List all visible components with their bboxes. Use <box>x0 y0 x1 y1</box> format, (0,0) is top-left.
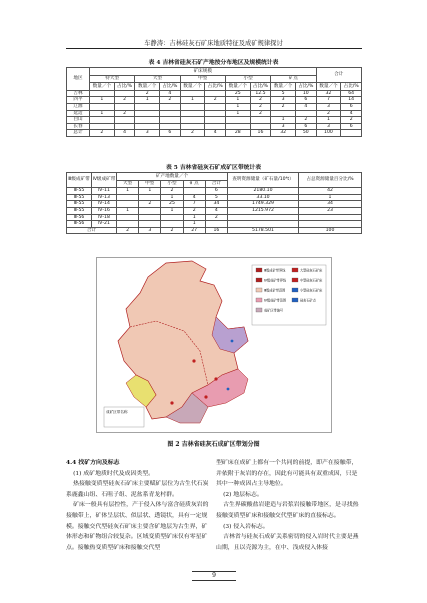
table5-cell: 42 <box>299 188 362 195</box>
legend-label: Ⅲ级成矿带范围 <box>264 288 286 293</box>
table4-cell <box>135 110 160 117</box>
figure-caption: 图 2 吉林省硅灰石成矿区带划分图 <box>167 441 260 448</box>
table4-cell: 6 <box>160 130 181 137</box>
table4-cell <box>205 110 226 117</box>
body-paragraph: 矿床一般具有层控性，产于侵入体与富含硅质灰岩的接触带上，矿体呈层状、似层状、透镜状，具有一定规模。接触交代型硅灰石矿床主要含矿地层为古生界，矿体形态和矿物组合较复杂。区域变质型矿床仅有零星矿点。接触热变质型矿床和接触交代型 <box>66 502 209 551</box>
table4-cell: 6 <box>341 123 362 130</box>
table4-cell <box>225 117 250 124</box>
table5-cell: 1 <box>117 207 139 214</box>
table5-cell: 1 <box>139 188 161 195</box>
table4-cell <box>250 123 271 130</box>
table5-header-size: 小型 <box>161 180 183 188</box>
table5-cell <box>228 221 299 228</box>
table5-cell: 7 <box>183 201 205 208</box>
table4-cell: 1 <box>90 110 115 117</box>
table4-cell: 4 <box>296 103 317 110</box>
legend-label: Ⅲ级成矿带界线 <box>264 268 286 273</box>
table4-region-cell: 总计 <box>67 130 90 137</box>
table4-cell: 32 <box>316 90 341 97</box>
table5-cell: Ⅳ-13 <box>92 194 117 201</box>
table4-cell <box>160 117 181 124</box>
table4-cell <box>114 123 135 130</box>
map-legend-box <box>252 265 326 325</box>
table4-cell: 10 <box>296 90 317 97</box>
table5-cell <box>183 188 205 195</box>
table4-header-total: 合计 <box>316 68 361 83</box>
table4-cell: 2 <box>296 117 317 124</box>
table4-cell: 3 <box>135 130 160 137</box>
table5-header-scale: 矿产地数量／个 <box>117 173 228 181</box>
table4-cell: 28 <box>225 130 250 137</box>
table4-cell <box>135 117 160 124</box>
table4-cell: 1 <box>90 97 115 104</box>
table5-cell: 33.10 <box>228 194 299 201</box>
table4-cell <box>90 123 115 130</box>
table4-cell <box>160 110 181 117</box>
deposit-marker <box>214 377 217 380</box>
table4-cell: 64 <box>341 90 362 97</box>
table5-cell <box>139 207 161 214</box>
table5-cell <box>139 194 161 201</box>
legend-swatch <box>292 268 298 272</box>
table5-header-belt3: Ⅲ级成矿带 <box>67 173 92 188</box>
table5-cell: 34 <box>299 201 362 208</box>
table4-subheader: 数量／个 <box>225 83 250 91</box>
body-right-column <box>216 458 362 553</box>
table4-cell <box>135 103 160 110</box>
table5-cell: 1 <box>183 221 205 228</box>
table5-cell: Ⅲ-55 <box>67 188 92 195</box>
table4-cell: 1 <box>316 117 341 124</box>
table4-cell <box>180 117 205 124</box>
table4-region-cell: 吉林 <box>67 90 90 97</box>
table5-cell: Ⅳ-14 <box>92 201 117 208</box>
table4-cell: 25 <box>225 90 250 97</box>
table5-header-reserves: 查明资源储量（矿石量/10⁴t） <box>228 173 299 188</box>
body-paragraph: 热接触变质型硅灰石矿床主要赋矿层位为古生代石炭系鹿鑫山组、石咀子组、泥盆系青龙村群。 <box>66 481 209 498</box>
table4-cell: 2 <box>114 110 135 117</box>
table5-total-cell: 2 <box>161 227 183 234</box>
header-rule <box>66 48 362 49</box>
table4-cell: 3 <box>271 123 296 130</box>
table5-cell <box>117 214 139 221</box>
table5-cell: 1215.972 <box>228 207 299 214</box>
table-row <box>67 201 362 208</box>
table5-cell <box>299 214 362 221</box>
table5-cell: 34 <box>205 201 227 208</box>
table5-cell <box>205 221 227 228</box>
table4-header-group: 中型 <box>180 75 225 83</box>
table-row <box>67 194 362 201</box>
table5-cell: 1 <box>183 214 205 221</box>
table5-cell: 6 <box>205 188 227 195</box>
table4-cell: 1 <box>225 97 250 104</box>
table4-cell: 3 <box>316 123 341 130</box>
table4-cell <box>180 103 205 110</box>
table4-cell: 4 <box>114 130 135 137</box>
table5-cell <box>161 221 183 228</box>
body-left-column <box>66 458 212 553</box>
table4-cell: 1 <box>225 103 250 110</box>
table5-cell: Ⅳ-16 <box>92 207 117 214</box>
table4 <box>66 67 362 137</box>
table5-cell: Ⅲ-56 <box>67 214 92 221</box>
table5-cell: Ⅲ-55 <box>67 201 92 208</box>
legend-label: 中型硅灰石矿床 <box>300 278 323 283</box>
table4-cell: 2 <box>250 103 271 110</box>
table4-cell: 2 <box>250 97 271 104</box>
table5-caption: 表 5 吉林省硅灰石矿成矿区带统计表 <box>165 165 262 171</box>
table5-header-size: 中型 <box>139 180 161 188</box>
table4-cell: 6 <box>296 97 317 104</box>
table4-cell: 4 <box>341 110 362 117</box>
map-inset-note: 成矿区带名称 <box>106 410 128 414</box>
table4-cell <box>225 123 250 130</box>
table5-header-belt4: Ⅳ级成矿带 <box>92 173 117 188</box>
legend-swatch <box>256 278 262 282</box>
table5-cell: Ⅲ-55 <box>67 194 92 201</box>
section-heading: 4.4 找矿方向及标志 <box>66 459 120 466</box>
table4-subheader: 占比/% <box>205 83 226 91</box>
body-paragraph: 型矿床在成矿上都有一个共同的前提，即产在接触带，并依附于灰岩的存在，因此有可能具有双重成因，只是其中一种成因占主导地位。 <box>216 460 358 488</box>
legend-swatch <box>292 298 298 302</box>
table4-cell <box>205 90 226 97</box>
table4-subheader: 占比/% <box>250 83 271 91</box>
table5-total-cell: 27 <box>183 227 205 234</box>
table5-cell: 1 <box>117 188 139 195</box>
mineralization-belt-map <box>96 257 332 433</box>
table4-cell: 50 <box>296 130 317 137</box>
legend-swatch <box>292 278 298 282</box>
table5-total-cell: 5178.501 <box>228 227 299 234</box>
table-row <box>67 207 362 214</box>
table5-cell: 2 <box>205 214 227 221</box>
table4-header-group: 大型 <box>135 75 180 83</box>
table4-cell: 32 <box>271 130 296 137</box>
table4-cell: 6 <box>341 103 362 110</box>
table4-cell <box>160 103 181 110</box>
legend-label: Ⅳ级成矿带范围 <box>264 298 287 303</box>
table5-total-cell: 16 <box>205 227 227 234</box>
table4-cell: 2 <box>341 117 362 124</box>
table5-cell <box>228 214 299 221</box>
table4-cell: 1 <box>271 117 296 124</box>
table5-cell <box>117 194 139 201</box>
table4-cell: 2 <box>160 97 181 104</box>
table4-cell: 5 <box>271 90 296 97</box>
legend-swatch <box>256 268 262 272</box>
legend-label: 小型硅灰石矿床 <box>300 288 323 293</box>
table5-cell: 2 <box>161 188 183 195</box>
body-paragraph: (3) 侵入岩标志。 <box>223 523 269 530</box>
table5-cell <box>139 214 161 221</box>
legend-swatch <box>292 288 298 292</box>
deposit-marker <box>227 388 230 391</box>
table5-cell: Ⅳ-18 <box>92 214 117 221</box>
legend-label: 大型硅灰石矿床 <box>300 268 323 273</box>
table5-cell: 23 <box>299 207 362 214</box>
table5-cell <box>139 221 161 228</box>
table5-cell: 25 <box>161 201 183 208</box>
deposit-marker <box>231 340 234 343</box>
table4-cell: 4 <box>205 130 226 137</box>
table4-cell: 3 <box>316 103 341 110</box>
table-row <box>67 110 362 117</box>
table5-cell <box>117 221 139 228</box>
table4-cell: 12.5 <box>250 90 271 97</box>
table4-cell: 6 <box>296 123 317 130</box>
table4-header-region: 地区 <box>67 68 90 91</box>
table4-region-cell: 延边 <box>67 110 90 117</box>
table5-cell <box>299 221 362 228</box>
table5-cell: 2 <box>183 207 205 214</box>
table4-subheader: 数量／个 <box>316 83 341 91</box>
table4-region-cell: 四平 <box>67 97 90 104</box>
table5-cell <box>117 201 139 208</box>
table4-header-scale: 矿床规模 <box>90 68 317 76</box>
table4-cell: 2 <box>205 97 226 104</box>
table5-cell: 1 <box>161 207 183 214</box>
table4-cell: 2 <box>180 130 205 137</box>
table5-cell: 5 <box>205 194 227 201</box>
table4-cell <box>205 123 226 130</box>
table4-cell: 1 <box>180 97 205 104</box>
table4-cell: 100 <box>316 130 341 137</box>
table4-cell <box>160 123 181 130</box>
table4-cell <box>341 130 362 137</box>
table4-cell: 2 <box>114 97 135 104</box>
deposit-marker <box>204 395 207 398</box>
table-row <box>67 221 362 228</box>
table5-cell: 1 <box>161 194 183 201</box>
body-paragraph: 古生界碳酸盐岩建造与岩浆岩接触带地区，是寻找热接触变质型矿床和接触交代型矿床的直接标志。 <box>216 502 359 519</box>
table5 <box>66 172 362 234</box>
body-paragraph: (2) 地层标志。 <box>223 491 263 498</box>
table4-cell <box>205 103 226 110</box>
table5-total-cell: 2 <box>117 227 139 234</box>
table4-header-group: 小型 <box>225 75 270 83</box>
table5-total-label: 合计 <box>67 227 117 234</box>
running-header: 车静涛：吉林硅灰石矿床地质特征及成矿规律探讨 <box>144 40 283 47</box>
table5-total-cell: 3 <box>139 227 161 234</box>
table4-header-group: 特大型 <box>90 75 135 83</box>
table4-subheader: 占比/% <box>296 83 317 91</box>
table5-cell: 2180.10 <box>228 188 299 195</box>
table4-cell: 1 <box>135 97 160 104</box>
deposit-marker <box>192 359 195 362</box>
table-row <box>67 188 362 195</box>
table5-cell: Ⅳ-21 <box>92 221 117 228</box>
table4-cell <box>135 123 160 130</box>
legend-swatch <box>256 308 262 312</box>
legend-label: 成矿区带编号 <box>264 308 284 313</box>
table-row <box>67 214 362 221</box>
table5-cell: 4 <box>205 207 227 214</box>
table-row <box>67 90 362 97</box>
table-row <box>67 97 362 104</box>
table-row <box>67 123 362 130</box>
table4-subheader: 占比/% <box>341 83 362 91</box>
legend-swatch <box>256 298 262 302</box>
table4-subheader: 占比/% <box>114 83 135 91</box>
legend-label: 硅灰石矿点 <box>300 298 316 303</box>
table4-subheader: 数量／个 <box>90 83 115 91</box>
table4-header-group: 矿点 <box>271 75 316 83</box>
table4-cell: 7 <box>316 97 341 104</box>
table4-cell: 2 <box>250 110 271 117</box>
table4-region-cell: 白山 <box>67 117 90 124</box>
table4-cell <box>90 103 115 110</box>
table4-cell <box>114 117 135 124</box>
table4-cell: 14 <box>341 97 362 104</box>
table5-cell: 1749.329 <box>228 201 299 208</box>
legend-label: Ⅳ级成矿带界线 <box>264 278 287 283</box>
table5-cell: Ⅲ-56 <box>67 221 92 228</box>
table5-cell: 4 <box>183 194 205 201</box>
table5-total-cell: 100 <box>299 227 362 234</box>
table4-cell <box>205 117 226 124</box>
table4-cell: 16 <box>250 130 271 137</box>
page-number: 9 <box>192 571 236 581</box>
table-row <box>67 117 362 124</box>
table4-caption: 表 4 吉林省硅灰石矿产地按分布地区及规模统计表 <box>148 60 279 66</box>
table4-cell: 2 <box>271 103 296 110</box>
table4-cell <box>90 117 115 124</box>
table4-cell: 2 <box>90 130 115 137</box>
table4-cell <box>90 90 115 97</box>
table-row <box>67 103 362 110</box>
table4-cell: 1 <box>225 110 250 117</box>
table4-cell: 4 <box>160 90 181 97</box>
table4-subheader: 占比/% <box>160 83 181 91</box>
legend-swatch <box>256 288 262 292</box>
table4-cell <box>180 123 205 130</box>
table4-subheader: 数量／个 <box>271 83 296 91</box>
table4-cell <box>296 110 317 117</box>
table5-cell: Ⅳ-11 <box>92 188 117 195</box>
body-paragraph: (1) 成矿地质时代及成因类型。 <box>73 470 154 477</box>
table5-cell: 1 <box>299 194 362 201</box>
table-row <box>67 130 362 137</box>
table4-cell <box>180 110 205 117</box>
table4-cell: 2 <box>135 90 160 97</box>
table4-subheader: 数量／个 <box>180 83 205 91</box>
deposit-marker <box>170 401 173 404</box>
table4-cell: 2 <box>316 110 341 117</box>
table4-cell <box>114 90 135 97</box>
table5-cell: 2 <box>139 201 161 208</box>
body-paragraph: 吉林省与硅灰石成矿关系密切的侵入岩时代主要是燕山期，且以壳源为主，在中、浅成侵入体接 <box>216 534 359 551</box>
table5-header-percent: 占总资源储量百分比/% <box>299 173 362 188</box>
table4-region-cell: 长春 <box>67 123 90 130</box>
table4-cell: 3 <box>271 97 296 104</box>
table4-cell <box>250 117 271 124</box>
table4-subheader: 数量／个 <box>135 83 160 91</box>
table4-cell <box>114 103 135 110</box>
table5-header-total: 合计 <box>205 180 227 188</box>
table4-region-cell: 辽源 <box>67 103 90 110</box>
table4-cell <box>180 90 205 97</box>
table4-cell <box>271 110 296 117</box>
table5-header-size: 大型 <box>117 180 139 188</box>
table5-header-size: 矿点 <box>183 180 205 188</box>
table5-cell: Ⅲ-55 <box>67 207 92 214</box>
table5-cell <box>161 214 183 221</box>
